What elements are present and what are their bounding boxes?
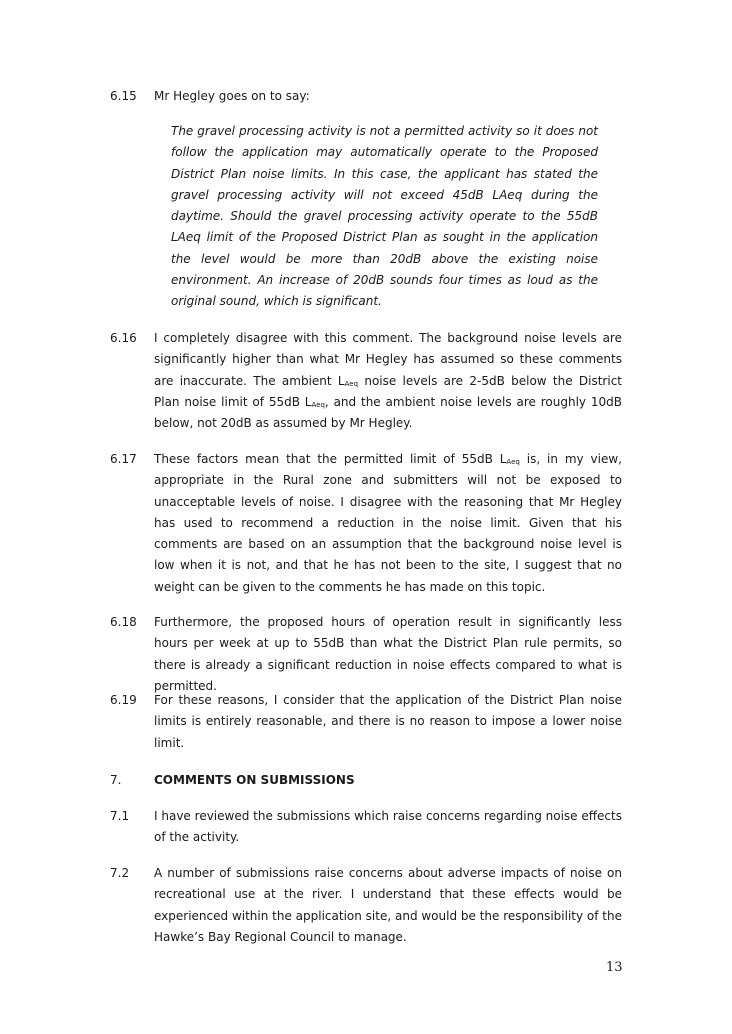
section-heading-7 [110, 770, 622, 791]
paragraph-number: 6.18 [110, 615, 137, 629]
paragraph-number: 7.1 [110, 809, 130, 823]
paragraph-6-17 [110, 449, 622, 598]
text-run: I completely disagree with this comment. The background noise levels are significantly higher than what Mr Hegley has assumed so these comments are inaccurate. The ambient L [154, 331, 622, 388]
paragraph-6-16 [110, 328, 622, 434]
subscript: Aeq [344, 379, 359, 388]
text-run: noise levels are 2-5dB below the District Plan noise limit of 55dB L [154, 373, 623, 409]
paragraph-number: 6.16 [110, 331, 137, 345]
text-run: is, in my view, appropriate in the Rural zone and submitters will not be exposed to unacceptable levels of noise. I disagree with the reasoning that Mr Hegley has used to recommend a reduction in the noise limit. Given that his comments are based on an assumption that the background noise level is low when it is not, and that he has not been to the site, I suggest that no weight can be given to the comments he has made on this topic. [154, 452, 622, 594]
paragraph-number: 6.15 [110, 89, 137, 103]
paragraph-7-2 [110, 863, 622, 948]
block-quote: The gravel processing activity is not a permitted activity so it does not follow the application may automatically operate to the Proposed District Plan noise limits. In this case, the applicant has stated the gravel processing activity will not exceed 45dB LAeq during the daytime. Should the gravel processing activity operate to the 55dB LAeq limit of the Proposed District Plan as sought in the application the level would be more than 20dB above the existing noise environment. An increase of 20dB sounds four times as loud as the original sound, which is significant. [171, 124, 598, 309]
text-run: , and the ambient noise levels are roughly 10dB below, not 20dB as assumed by Mr Hegley. [154, 394, 622, 431]
paragraph-text [154, 449, 622, 598]
subscript: Aeq [311, 400, 325, 409]
paragraph-text: I have reviewed the submissions which raise concerns regarding noise effects of the activity. [154, 809, 622, 845]
paragraph-text: For these reasons, I consider that the application of the District Plan noise limits is entirely reasonable, and there is no reason to impose a lower noise limit. [154, 693, 622, 750]
paragraph-number: 7.2 [110, 866, 130, 880]
paragraph-text: A number of submissions raise concerns about adverse impacts of noise on recreational use at the river. I understand that these effects would be experienced within the application site, and would be the responsibility of the Hawke’s Bay Regional Council to manage. [154, 866, 622, 944]
paragraph-6-15 [110, 86, 622, 107]
subscript: Aeq [506, 458, 520, 466]
section-title: COMMENTS ON SUBMISSIONS [154, 773, 355, 787]
page-number: 13 [606, 960, 623, 975]
paragraph-text [154, 328, 622, 434]
paragraph-text: Furthermore, the proposed hours of operation result in significantly less hours per week at up to 55dB than what the District Plan rule permits, so there is already a significant reduction in noise effects compared to what is permitted. [154, 615, 622, 693]
paragraph-6-18 [110, 612, 622, 697]
paragraph-number: 6.17 [110, 452, 137, 466]
text-run: These factors mean that the permitted limit of 55dB L [154, 452, 507, 466]
paragraph-text: Mr Hegley goes on to say: [154, 89, 310, 103]
paragraph-number: 6.19 [110, 693, 137, 707]
paragraph-6-19 [110, 690, 622, 754]
section-number: 7. [110, 773, 122, 787]
paragraph-7-1 [110, 806, 622, 849]
